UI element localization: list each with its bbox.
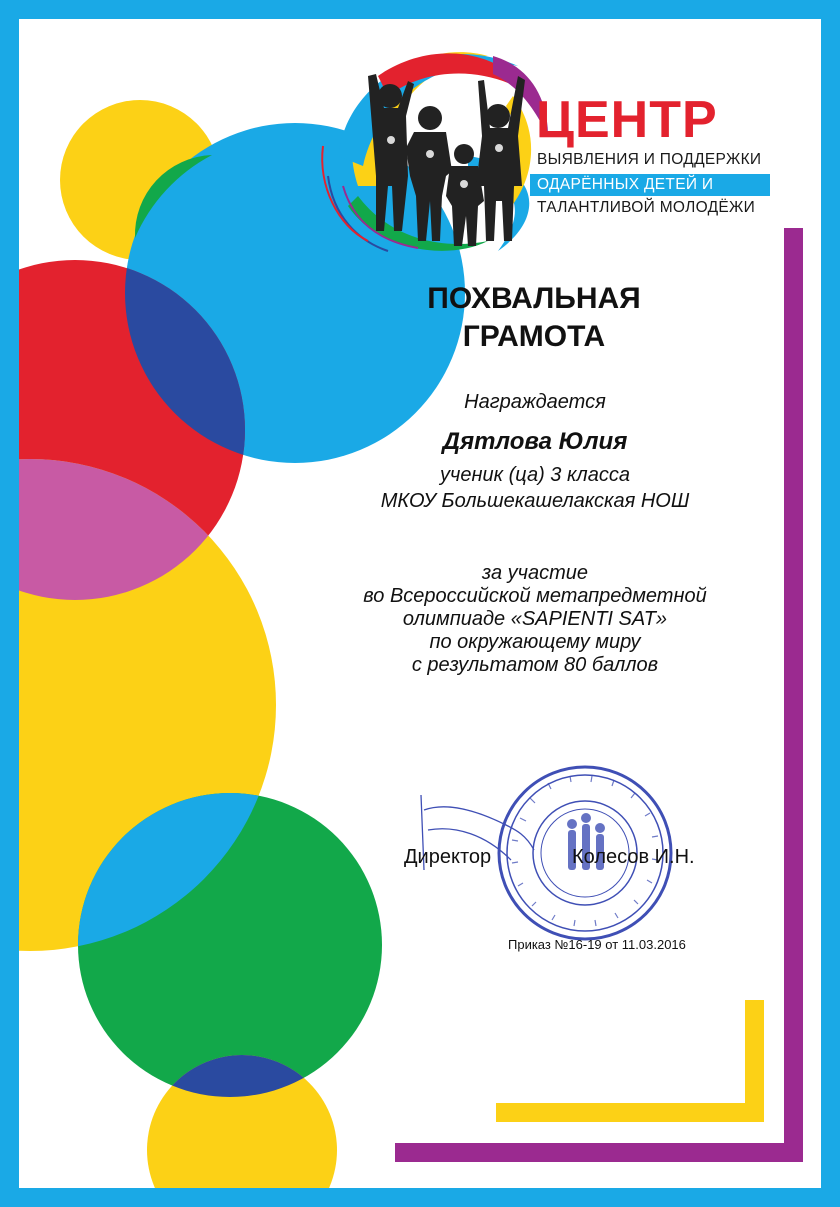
reason-line3: олимпиаде «SAPIENTI SAT» — [402, 608, 668, 630]
purple-bar-horizontal — [395, 1143, 803, 1162]
reason-line4: по окружающему миру — [429, 631, 641, 653]
reason-line1: за участие — [481, 562, 589, 584]
logo-subtitle-line3: ТАЛАНТЛИВОЙ МОЛОДЁЖИ — [537, 199, 756, 216]
title-line1: ПОХВАЛЬНАЯ — [427, 282, 641, 315]
certificate-title — [334, 280, 734, 356]
recipient-name: Дятлова Юлия — [442, 428, 628, 455]
title-line2: ГРАМОТА — [462, 320, 606, 353]
student-info — [300, 462, 770, 514]
director-name: Колесов И.Н. — [572, 846, 695, 868]
student-school: МКОУ Большекашелакская НОШ — [380, 490, 690, 512]
logo-title: ЦЕНТР — [536, 91, 718, 149]
logo-subtitle-line2: ОДАРЁННЫХ ДЕТЕЙ И — [530, 174, 770, 196]
reason-line5: с результатом 80 баллов — [411, 654, 659, 676]
reason-line2: во Всероссийской метапредметной — [363, 585, 707, 607]
order-reference: Приказ №16-19 от 11.03.2016 — [508, 937, 686, 952]
logo-subtitle-line1: ВЫЯВЛЕНИЯ И ПОДДЕРЖКИ — [537, 151, 762, 168]
yellow-bar-horizontal — [496, 1103, 764, 1122]
purple-bar-vertical — [784, 228, 803, 1162]
children-silhouette-icon — [318, 36, 818, 264]
student-class: ученик (ца) 3 класса — [440, 464, 630, 486]
awarded-label: Награждается — [464, 391, 606, 413]
director-label: Директор — [404, 846, 492, 868]
award-reason — [300, 562, 770, 677]
